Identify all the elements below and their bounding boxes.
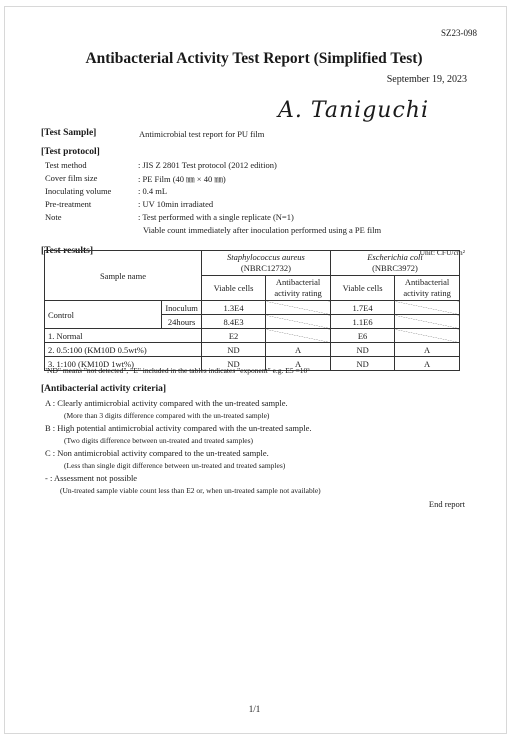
protocol-value: : 0.4 mL xyxy=(138,186,168,196)
protocol-value: : Test performed with a single replicate (N=1) xyxy=(138,212,294,222)
protocol-value: : PE Film (40 ㎜ × 40 ㎜) xyxy=(138,174,226,184)
test-protocol-label: [Test protocol] xyxy=(41,147,100,157)
ecoli-viable: ND xyxy=(330,343,394,357)
protocol-value: : JIS Z 2801 Test protocol (2012 edition) xyxy=(138,160,277,170)
criteria-a: A : Clearly antimicrobial activity compared with the un-treated sample. xyxy=(45,398,288,408)
criteria-label: [Antibacterial activity criteria] xyxy=(41,384,167,394)
test-results-label: [Test results] xyxy=(41,246,93,256)
results-table xyxy=(44,250,460,371)
protocol-key: Inoculating volume xyxy=(45,186,112,196)
sample-name: 2. 0.5:100 (KM10D 0.5wt%) xyxy=(45,343,202,357)
empty-cell xyxy=(266,301,331,315)
sample-name: 1. Normal xyxy=(45,329,202,343)
staph-rating: A xyxy=(266,357,331,371)
staph-rating xyxy=(266,329,331,343)
unit-label: Unit: CFU/cm² xyxy=(419,248,465,257)
protocol-key: Cover film size xyxy=(45,173,98,183)
staph-name: Staphylococcus aureus xyxy=(227,252,305,262)
ecoli-header xyxy=(330,251,459,276)
staph-rating-header: Antibacterial activity rating xyxy=(266,276,331,301)
protocol-note-line2: Viable count immediately after inoculation performed using a PE film xyxy=(143,225,382,235)
ecoli-code: (NBRC3972) xyxy=(372,263,418,273)
sample-name-header: Sample name xyxy=(45,251,202,301)
table-row xyxy=(45,329,460,343)
criteria-a-detail: (More than 3 digits difference compared with the un-treated sample) xyxy=(64,411,270,420)
empty-cell xyxy=(266,315,331,329)
staph-header xyxy=(201,251,330,276)
protocol-value: : UV 10min irradiated xyxy=(138,199,214,209)
ecoli-rating-header: Antibacterial activity rating xyxy=(395,276,460,301)
criteria-none: - : Assessment not possible xyxy=(45,473,138,483)
criteria-c: C : Non antimicrobial activity compared to the un-treated sample. xyxy=(45,448,269,458)
empty-cell xyxy=(395,315,460,329)
signature: A. Taniguchi xyxy=(278,98,429,123)
test-sample-label: [Test Sample] xyxy=(41,128,97,138)
staph-viable: ND xyxy=(201,343,265,357)
staph-viable: E2 xyxy=(201,329,265,343)
criteria-b: B : High potential antimicrobial activity compared with the un-treated sample. xyxy=(45,423,312,433)
criteria-none-detail: (Un-treated sample viable count less than E2 or, when un-treated sample not available) xyxy=(60,486,321,495)
report-title: Antibacterial Activity Test Report (Simplified Test) xyxy=(85,50,423,67)
ecoli-viable: ND xyxy=(330,357,394,371)
protocol-key: Pre-treatment xyxy=(45,199,92,209)
table-footnote: "ND" means "not detected", "E" included in the tables indicates "exponent" e.g. E5 =10⁵ xyxy=(44,366,310,375)
ecoli-viable-header: Viable cells xyxy=(330,276,394,301)
ecoli-viable: E6 xyxy=(330,329,394,343)
document-id: SZ23-098 xyxy=(441,28,477,38)
staph-code: (NBRC12732) xyxy=(240,263,291,273)
ecoli-24h: 1.1E6 xyxy=(330,315,394,329)
end-report: End report xyxy=(428,499,465,509)
staph-viable: ND xyxy=(201,357,265,371)
ecoli-rating xyxy=(395,329,460,343)
ecoli-rating: A xyxy=(395,343,460,357)
empty-cell xyxy=(395,301,460,315)
staph-rating: A xyxy=(266,343,331,357)
criteria-b-detail: (Two digits difference between un-treated and treated samples) xyxy=(64,436,254,445)
table-row xyxy=(45,301,460,315)
protocol-key: Note xyxy=(45,212,62,222)
ecoli-name: Escherichia coli xyxy=(367,252,423,262)
test-sample-value: Antimicrobial test report for PU film xyxy=(139,129,265,139)
hours24-label: 24hours xyxy=(162,315,202,329)
staph-inoculum: 1.3E4 xyxy=(201,301,265,315)
protocol-key: Test method xyxy=(45,160,87,170)
report-date: September 19, 2023 xyxy=(386,74,467,85)
staph-24h: 8.4E3 xyxy=(201,315,265,329)
ecoli-inoculum: 1.7E4 xyxy=(330,301,394,315)
staph-viable-header: Viable cells xyxy=(201,276,265,301)
inoculum-label: Inoculum xyxy=(162,301,202,315)
sample-name: 3. 1:100 (KM10D 1wt%) xyxy=(45,357,202,371)
ecoli-rating: A xyxy=(395,357,460,371)
page-number: 1/1 xyxy=(248,704,261,714)
table-row xyxy=(45,343,460,357)
control-label: Control xyxy=(45,301,162,329)
criteria-c-detail: (Less than single digit difference between un-treated and treated samples) xyxy=(64,461,286,470)
